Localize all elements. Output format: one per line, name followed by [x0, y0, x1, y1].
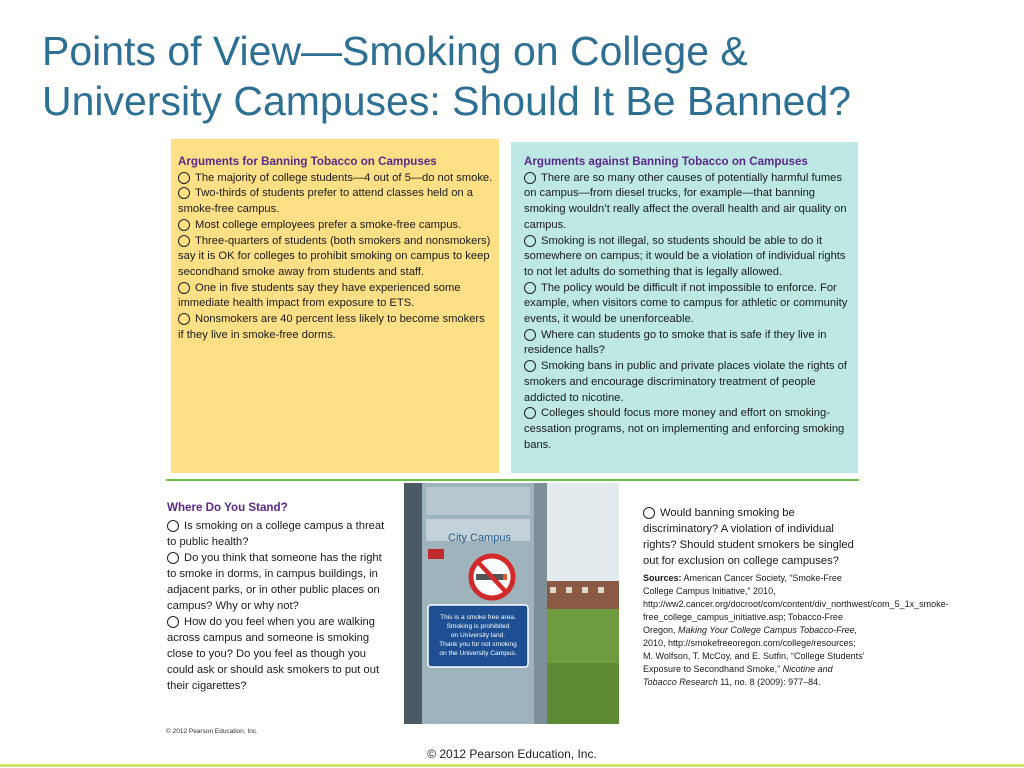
- circle-bullet-icon: [524, 360, 536, 372]
- title-line-1: Points of View—Smoking on College &: [42, 28, 748, 74]
- title-line-2: University Campuses: Should It Be Banned?: [42, 78, 852, 124]
- slide-title: [42, 26, 1002, 126]
- list-item-text: How do you feel when you are walking across campus and someone is smoking close to you? Do you feel as though you could ask or should ask smokers to put out their cigarettes?: [167, 616, 380, 692]
- sign-city-campus-label: City Campus: [448, 532, 511, 544]
- list-item-text: Colleges should focus more money and effort on smoking-cessation programs, not on implementing and enforcing smoking bans.: [524, 407, 845, 451]
- list-item-text: One in five students say they have experienced some immediate health impact from exposure to ETS.: [178, 281, 461, 310]
- list-item-text: Most college employees prefer a smoke-free campus.: [195, 218, 462, 231]
- sources-citation: [643, 572, 949, 689]
- circle-bullet-icon: [178, 172, 190, 184]
- slide-footer: © 2012 Pearson Education, Inc.: [427, 747, 597, 761]
- list-item-text: Do you think that someone has the right to smoke in dorms, in campus buildings, in adjacent parks, or in other public places on campus? Why or why not?: [167, 552, 382, 612]
- circle-bullet-icon: [524, 329, 536, 341]
- sign-line-3: on University land.: [450, 632, 506, 639]
- arguments-against-heading: Arguments against Banning Tobacco on Campuses: [524, 155, 808, 168]
- sign-line-4: Thank you for not smoking: [439, 641, 517, 648]
- circle-bullet-icon: [524, 172, 536, 184]
- list-item: [178, 281, 493, 312]
- list-item-text: Smoking is not illegal, so students should be able to do it somewhere on campus; it would be a violation of individual rights to not let adults do something that is legally allowed.: [524, 234, 846, 278]
- circle-bullet-icon: [643, 507, 655, 519]
- university-logo: [428, 549, 444, 559]
- circle-bullet-icon: [167, 520, 179, 532]
- arguments-against-list: [524, 171, 852, 454]
- circle-bullet-icon: [178, 235, 190, 247]
- list-item: [167, 614, 393, 694]
- arguments-for-panel: [171, 139, 499, 473]
- list-item: [178, 218, 493, 234]
- circle-bullet-icon: [178, 313, 190, 325]
- list-item: [178, 312, 493, 343]
- circle-bullet-icon: [524, 407, 536, 419]
- image-copyright: © 2012 Pearson Education, Inc.: [166, 728, 258, 735]
- arguments-against-panel: [511, 142, 858, 473]
- discrimination-question: [643, 505, 865, 569]
- list-item-text: Three-quarters of students (both smokers and nonsmokers) say it is OK for colleges to prohibit smoking on campus to keep secondhand smoke away from students and staff.: [178, 234, 491, 278]
- circle-bullet-icon: [524, 235, 536, 247]
- list-item-text: Smoking bans in public and private places violate the rights of smokers and encourage discriminatory treatment of people addicted to nicotine.: [524, 360, 847, 404]
- bottom-accent-line: [0, 764, 1024, 767]
- list-item: [178, 171, 493, 187]
- circle-bullet-icon: [167, 552, 179, 564]
- discrimination-question-text: Would banning smoking be discriminatory? A violation of individual rights? Should student smokers be singled out for exclusion on college campuses?: [643, 507, 854, 567]
- list-item-text: Where can students go to smoke that is safe if they live in residence halls?: [524, 328, 827, 357]
- where-you-stand-section: [167, 500, 393, 694]
- circle-bullet-icon: [178, 219, 190, 231]
- list-item: [524, 406, 852, 453]
- list-item-text: Two-thirds of students prefer to attend classes held on a smoke-free campus.: [178, 187, 473, 216]
- sign-line-2: Smoking is prohibited: [446, 623, 510, 630]
- list-item: [524, 234, 852, 281]
- smoke-free-sign-photo: [404, 483, 619, 724]
- list-item: [524, 328, 852, 359]
- circle-bullet-icon: [167, 616, 179, 628]
- where-you-stand-list: [167, 518, 393, 694]
- list-item: [524, 281, 852, 328]
- list-item: [167, 550, 393, 614]
- no-smoking-icon: [471, 556, 513, 598]
- list-item: [167, 518, 393, 550]
- circle-bullet-icon: [178, 187, 190, 199]
- section-divider: [166, 479, 859, 481]
- where-you-stand-heading: Where Do You Stand?: [167, 501, 288, 514]
- list-item-text: There are so many other causes of potentially harmful fumes on campus—from diesel trucks, for example—that banning smoking wouldn’t really affect the overall health and air quality on campus.: [524, 171, 847, 231]
- list-item: [178, 186, 493, 217]
- list-item-text: Is smoking on a college campus a threat to public health?: [167, 520, 385, 548]
- list-item: [524, 171, 852, 234]
- list-item-text: Nonsmokers are 40 percent less likely to become smokers if they live in smoke-free dorms.: [178, 313, 485, 341]
- list-item-text: The policy would be difficult if not impossible to enforce. For example, when visitors come to campus for athletic or community events, it would be unenforceable.: [524, 281, 848, 326]
- arguments-for-list: [178, 171, 493, 344]
- sign-line-1: This is a smoke free area.: [440, 614, 516, 621]
- circle-bullet-icon: [178, 282, 190, 294]
- list-item: [178, 234, 493, 281]
- sign-line-5: on the University Campus.: [439, 650, 517, 657]
- sources-label: Sources:: [643, 573, 682, 583]
- circle-bullet-icon: [524, 282, 536, 294]
- list-item: [524, 359, 852, 406]
- arguments-for-heading: Arguments for Banning Tobacco on Campuses: [178, 155, 437, 168]
- list-item-text: The majority of college students—4 out of 5—do not smoke.: [195, 171, 493, 184]
- sources-text: American Cancer Society, “Smoke-Free College Campus Initiative,” 2010, http://ww2.cancer.org/docroot/com/content/div_northwest/com_5_1x_smoke-free_college_campus_initiative.asp; Tobacco-Free Oregon, Making Your College Campus Tobacco-Free, 2010, http://smokefreeoregon.com/college/resources; M. Wolfson, T. McCoy, and E. Sutfin, “College Students’ Exposure to Secondhand Smoke,” Nicotine and Tobacco Research 11, no. 8 (2009): 977–84.: [643, 573, 949, 687]
